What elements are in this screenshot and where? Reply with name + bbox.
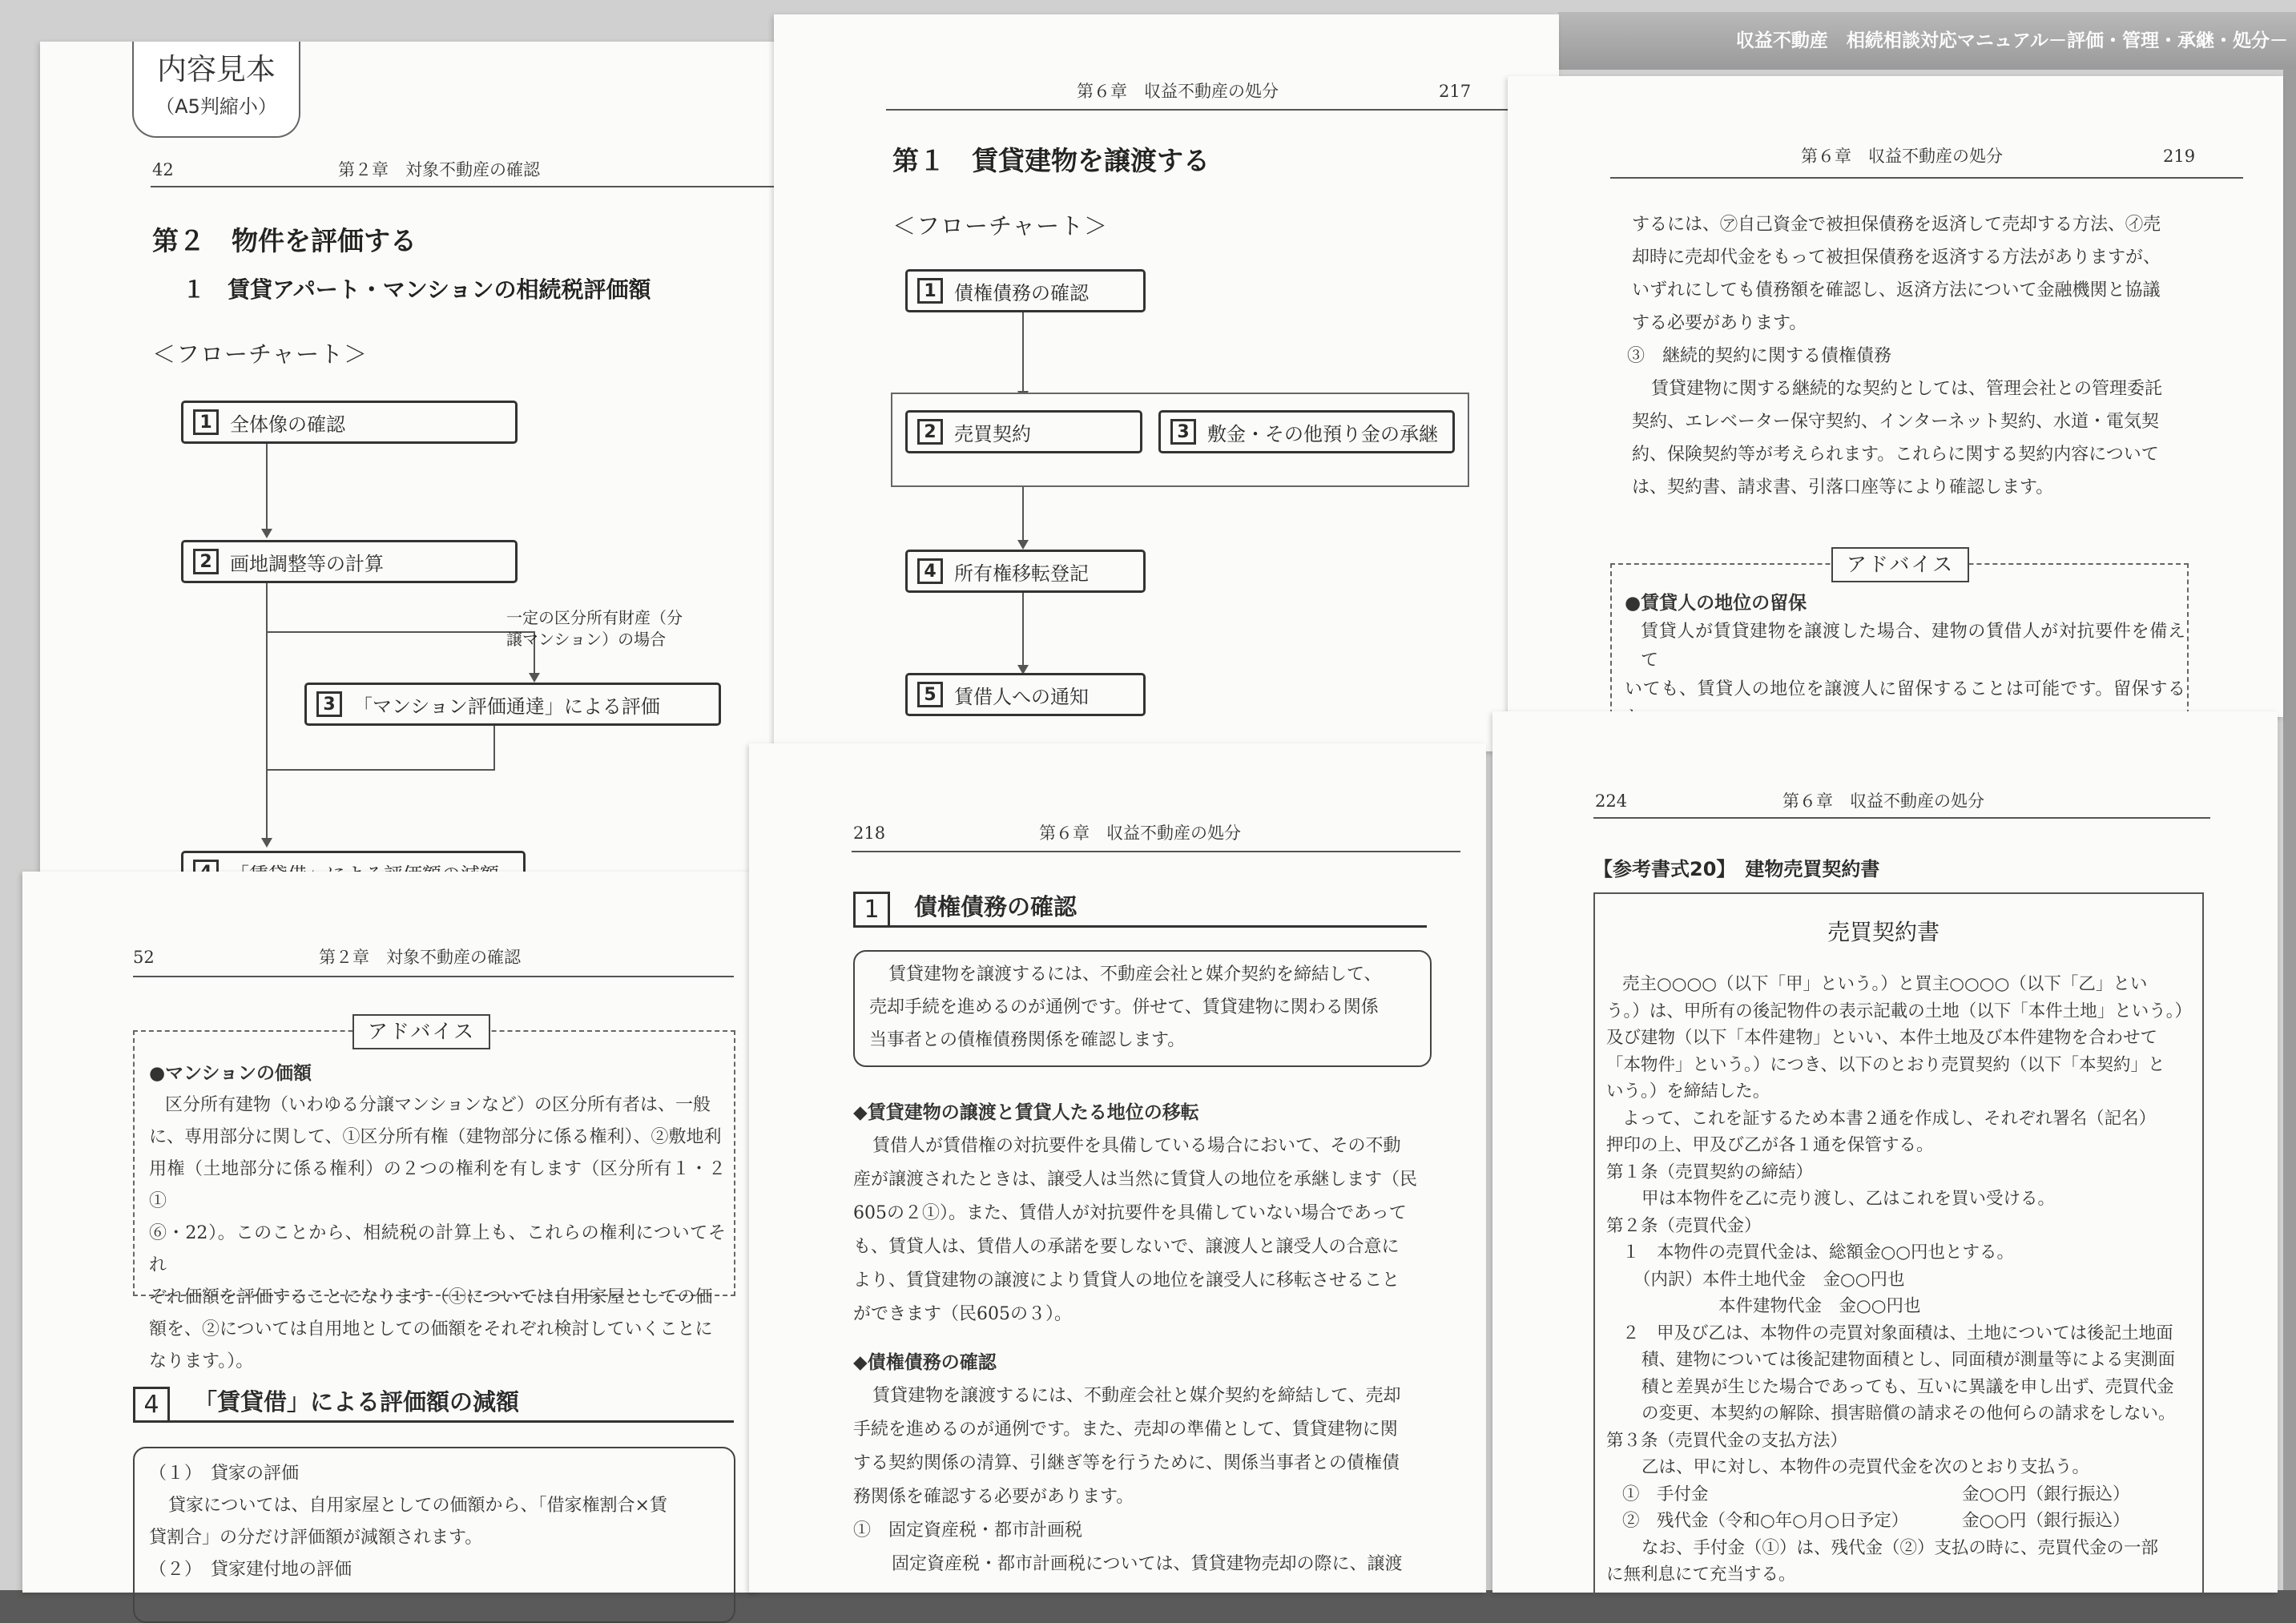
text-line: 売却手続を進めるのが通例です。併せて、賃貸建物に関わる関係 (869, 997, 1379, 1017)
text-line: 貸家については、自用家屋としての価額から、「借家権割合×賃 (168, 1496, 667, 1516)
advice-heading: ●賃貸人の地位の留保 (1625, 593, 1807, 614)
flowchart-label: ＜フローチャート＞ (892, 212, 1109, 240)
step-label: 賃借人への通知 (954, 685, 1089, 708)
branch-line (266, 769, 495, 771)
flow-line (1022, 487, 1024, 542)
text-line: 押印の上、甲及び乙が各１通を保管する。 (1606, 1135, 1934, 1155)
explanation-text (149, 1458, 726, 1586)
section-title: 「賃貸借」による評価額の減額 (194, 1388, 520, 1416)
step-number: 3 (1170, 419, 1196, 445)
chapter-header: 第６章 収益不動産の処分 (1077, 82, 1279, 101)
section-heading (133, 1384, 734, 1423)
page-number: 218 (853, 824, 886, 843)
text-line: 賃貸建物に関する継続的な契約としては、管理会社との管理委託 (1651, 379, 2163, 399)
page-52 (22, 872, 759, 1593)
book-title-strip (1558, 12, 2296, 70)
book-title: 収益不動産 相続相談対応マニュアル－評価・管理・承継・処分－ (1735, 30, 2288, 51)
branch-line (493, 726, 495, 771)
header-rule (886, 109, 1527, 111)
text-line: 賃貸人が賃貸建物を譲渡した場合、建物の賃借人が対抗要件を備えて (1641, 622, 2185, 671)
flow-step-2 (905, 410, 1142, 453)
article-heading: 第１条（売買契約の締結） (1606, 1162, 1814, 1182)
text-line: 及び建物（以下「本件建物」といい、本件土地及び本件建物を合わせて (1606, 1028, 2158, 1048)
badge-line-1: 内容見本 (157, 52, 276, 87)
spacer (853, 1331, 1438, 1346)
step-label: 敷金・その他預り金の承継 (1207, 422, 1438, 445)
flow-arrow (1017, 540, 1029, 550)
page-number: 224 (1595, 791, 1628, 811)
page-217 (774, 14, 1559, 751)
text-line: ① 固定資産税・都市計画税 (853, 1520, 1083, 1540)
text-line: 貸割合」の分だけ評価額が減額されます。 (149, 1528, 483, 1548)
header-rule (133, 976, 734, 977)
text-line: 積と差異が生じた場合であっても、互いに異議を申し出ず、売買代金 (1641, 1376, 2174, 1397)
section-title: 第２ 物件を評価する (152, 225, 417, 256)
flow-step-4 (905, 550, 1146, 593)
text-line: する契約関係の清算、引継ぎ等を行うために、関係当事者との債権債 (853, 1453, 1400, 1473)
text-line: の変更、本契約の解除、損害賠償の請求その他何らの請求をしない。 (1641, 1404, 2176, 1424)
article-heading: 第３条（売買代金の支払方法） (1606, 1430, 1848, 1451)
text-line: 固定資産税・都市計画税については、賃貸建物売却の際に、譲渡 (892, 1554, 1403, 1574)
header-rule (1610, 177, 2243, 179)
payment-amount: 金○○円（銀行振込） (1962, 1484, 2130, 1504)
text-line: に無利息にて充当する。 (1606, 1565, 1796, 1585)
flow-step-5 (905, 673, 1146, 716)
flow-arrow (261, 838, 272, 848)
step-label: 所有権移転登記 (954, 562, 1089, 585)
payment-item: ② 残代金（令和○年○月○日予定） (1622, 1511, 1909, 1531)
chapter-header: 第６章 収益不動産の処分 (1801, 147, 2003, 166)
text-line: 却時に売却代金をもって被担保債務を返済する方法がありますが、 (1632, 248, 2161, 268)
section-title: 第１ 賃貸建物を譲渡する (892, 145, 1210, 176)
text-line: 額を、②については自用地としての価額をそれぞれ検討していくことに (149, 1319, 713, 1339)
flow-line (1022, 312, 1024, 393)
subsection-title: １ 賃貸アパート・マンションの相続税評価額 (183, 276, 651, 303)
payment-amount: 金○○円（銀行振込） (1962, 1511, 2130, 1531)
text-line: 積、建物については後記建物面積とし、同面積が測量等による実測面 (1641, 1350, 2176, 1370)
text-line: よって、これを証するため本書２通を作成し、それぞれ署名（記名） (1622, 1108, 2157, 1129)
page-224 (1492, 711, 2278, 1593)
flow-step-2 (181, 540, 518, 583)
chapter-header: 第６章 収益不動産の処分 (1039, 824, 1241, 843)
text-line (1606, 1481, 2191, 1508)
branch-note-1: 一定の区分所有財産（分 (506, 608, 683, 627)
text-line: （１） 貸家の評価 (149, 1464, 300, 1484)
page-number: 52 (133, 948, 155, 967)
header-rule (1593, 817, 2210, 819)
flow-step-3 (304, 683, 721, 726)
text-line: 本件建物代金 金○○円也 (1718, 1296, 1921, 1316)
item-heading: ③ 継続的契約に関する債権債務 (1627, 346, 1892, 366)
text-line: 売主○○○○（以下「甲」という。）と買主○○○○（以下「乙」とい (1622, 974, 2148, 994)
text-line: なります。）。 (149, 1351, 254, 1371)
step-label: 「マンション評価通達」による評価 (353, 695, 660, 718)
text-line (1606, 1508, 2191, 1535)
page-number: 219 (2163, 147, 2196, 166)
text-line: 賃貸建物を譲渡するには、不動産会社と媒介契約を締結して、売却 (872, 1386, 1401, 1406)
branch-line (266, 631, 535, 633)
text-line: 区分所有建物（いわゆる分譲マンションなど）の区分所有者は、一般 (165, 1095, 711, 1115)
text-line: 産が譲渡されたときは、譲受人は当然に賃貸人の地位を承継します（民 (853, 1170, 1418, 1190)
branch-arrow (529, 673, 540, 683)
sample-badge (132, 42, 300, 138)
step-number: 5 (917, 682, 943, 707)
body-text (1627, 208, 2225, 504)
section-title: 債権債務の確認 (914, 893, 1078, 920)
chapter-header: 第２章 対象不動産の確認 (319, 948, 521, 967)
text-line: 605の２①）。また、賃借人が対抗要件を具備していない場合であって (853, 1203, 1407, 1223)
flow-line (266, 583, 268, 840)
header-rule (852, 851, 1460, 852)
text-line: ができます（民605の３）。 (853, 1304, 1072, 1324)
text-line: 「本物件」という。）につき、以下のとおり売買契約（以下「本契約」と (1606, 1054, 2165, 1075)
text-line: １ 本物件の売買代金は、総額金○○円也とする。 (1622, 1242, 2015, 1263)
flow-step-3 (1158, 410, 1455, 453)
text-line: いずれにしても債務額を確認し、返済方法について金融機関と協議 (1632, 280, 2161, 300)
text-line: （２） 貸家建付地の評価 (149, 1560, 352, 1580)
body-text (853, 1096, 1438, 1581)
text-line: （内訳）本件土地代金 金○○円也 (1633, 1269, 1905, 1290)
badge-line-2: （A5判縮小） (155, 95, 277, 118)
step-number: 1 (917, 278, 943, 304)
text-line: も、賃貸人は、賃借人の承諾を要しないで、譲渡人と譲受人の合意に (853, 1237, 1400, 1257)
page-number: 42 (152, 160, 174, 179)
text-line: 賃貸建物を譲渡するには、不動産会社と媒介契約を締結して、 (888, 965, 1382, 985)
text-line: 約、保険契約等が考えられます。これらに関する契約内容について (1632, 445, 2159, 465)
text-line: は、契約書、請求書、引落口座等により確認します。 (1632, 477, 2054, 497)
chapter-header: 第２章 対象不動産の確認 (338, 160, 540, 179)
step-number: 2 (193, 549, 219, 574)
flowchart-label: ＜フローチャート＞ (152, 340, 369, 368)
sub-heading: ◆賃貸建物の譲渡と賃貸人たる地位の移転 (853, 1102, 1199, 1123)
payment-item: ① 手付金 (1622, 1484, 1709, 1504)
page-218 (749, 743, 1486, 1593)
chapter-header: 第６章 収益不動産の処分 (1782, 791, 1984, 811)
text-line: いても、賃貸人の地位を譲渡人に留保することは可能です。留保する (1625, 679, 2185, 699)
summary-text (869, 958, 1422, 1057)
text-line: 甲は本物件を乙に売り渡し、乙はこれを買い受ける。 (1641, 1189, 2056, 1209)
page-219 (1508, 76, 2283, 717)
step-label: 売買契約 (954, 422, 1031, 445)
text-line: より、賃貸建物の譲渡により賃貸人の地位を譲受人に移転させること (853, 1271, 1400, 1291)
sub-heading: ◆債権債務の確認 (853, 1352, 997, 1373)
step-number: 3 (316, 691, 342, 717)
advice-text (149, 1057, 726, 1378)
step-label: 画地調整等の計算 (230, 552, 384, 575)
contract-title: 売買契約書 (1827, 919, 1940, 945)
right-margin-gray (2283, 68, 2296, 1590)
flow-line (1022, 593, 1024, 667)
header-rule (151, 186, 775, 187)
section-heading (853, 889, 1427, 928)
text-line: いう。）を締結した。 (1606, 1081, 1770, 1101)
flow-line (266, 444, 268, 530)
advice-label: アドバイス (352, 1014, 490, 1049)
section-number: 4 (133, 1387, 170, 1420)
step-number: 1 (193, 409, 219, 435)
text-line: 当事者との債権債務関係を確認します。 (869, 1030, 1186, 1050)
text-line: 務関係を確認する必要があります。 (853, 1487, 1134, 1507)
text-line: ⑥・22）。このことから、相続税の計算上も、これらの権利についてそれ (149, 1223, 726, 1275)
step-label: 債権債務の確認 (954, 281, 1089, 304)
advice-heading: ●マンションの価額 (149, 1063, 312, 1084)
flow-step-1 (181, 401, 518, 444)
step-number: 4 (917, 558, 943, 584)
text-line: する必要があります。 (1632, 313, 1807, 333)
step-number: 2 (917, 419, 943, 445)
form-label: 【参考書式20】 建物売買契約書 (1593, 858, 1880, 880)
text-line: 用権（土地部分に係る権利）の２つの権利を有します（区分所有１・２① (149, 1159, 726, 1211)
section-number: 1 (853, 892, 890, 925)
flow-step-1 (905, 269, 1146, 312)
text-line: 乙は、甲に対し、本物件の売買代金を次のとおり支払う。 (1641, 1457, 2090, 1477)
text-line: に、専用部分に関して、①区分所有権（建物部分に係る権利）、②敷地利 (149, 1127, 722, 1147)
text-line: 契約、エレベーター保守契約、インターネット契約、水道・電気契 (1632, 412, 2160, 432)
branch-note-2: 譲マンション）の場合 (506, 630, 667, 649)
advice-label: アドバイス (1831, 547, 1969, 582)
text-line: なお、手付金（①）は、残代金（②）支払の時に、売買代金の一部 (1641, 1537, 2159, 1558)
step-label: 全体像の確認 (230, 413, 345, 436)
contract-text (1606, 971, 2191, 1589)
article-heading: 第２条（売買代金） (1606, 1215, 1762, 1236)
page-42 (40, 42, 777, 875)
text-line: するには、㋐自己資金で被担保債務を返済して売却する方法、㋑売 (1632, 215, 2161, 235)
flow-arrow (261, 529, 272, 538)
text-line: ２ 甲及び乙は、本物件の売買対象面積は、土地については後記土地面 (1622, 1323, 2173, 1343)
text-line: ぞれ価額を評価することになります（①については自用家屋としての価 (149, 1287, 713, 1307)
page-number: 217 (1439, 82, 1472, 101)
text-line: 手続を進めるのが通例です。また、売却の準備として、賃貸建物に関 (853, 1420, 1398, 1440)
text-line: 賃借人が賃借権の対抗要件を具備している場合において、その不動 (872, 1136, 1401, 1156)
text-line: う。）は、甲所有の後記物件の表示記載の土地（以下「本件土地」という。） (1606, 1001, 2193, 1021)
